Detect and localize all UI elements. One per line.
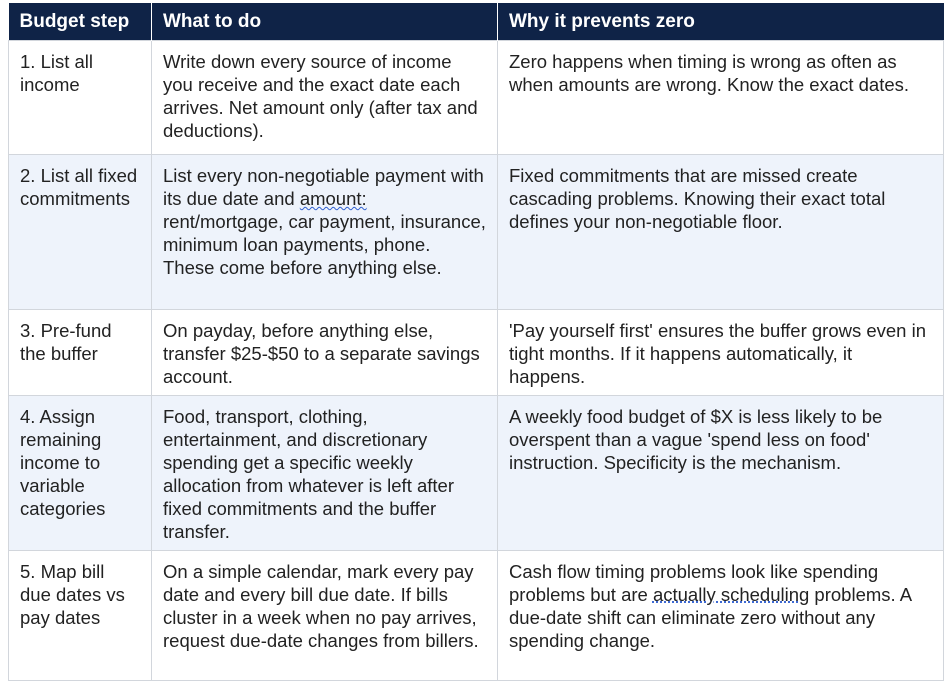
budget-steps-table [8, 3, 944, 681]
table-row [9, 155, 944, 310]
table-body [9, 41, 944, 681]
cell-why: Fixed commitments that are missed create cascading problems. Knowing their exact total defines your non-negotiable floor. [498, 155, 944, 310]
table-header [9, 3, 944, 41]
cell-what: On payday, before anything else, transfer $25-$50 to a separate savings account. [152, 310, 498, 396]
cell-why: Zero happens when timing is wrong as often as when amounts are wrong. Know the exact dates. [498, 41, 944, 155]
cell-why: 'Pay yourself first' ensures the buffer grows even in tight months. If it happens automatically, it happens. [498, 310, 944, 396]
cell-why-text: problems. A due-date shift can eliminate zero without any spending change. [509, 584, 912, 651]
cell-step: 2. List all fixed commitments [9, 155, 152, 310]
cell-step: 1. List all income [9, 41, 152, 155]
header-budget-step: Budget step [9, 3, 152, 41]
table-row [9, 41, 944, 155]
cell-what-text: rent/mortgage, car payment, insurance, minimum loan payments, phone. These come before anything else. [163, 211, 486, 278]
table-row [9, 396, 944, 551]
cell-what-text: List every non-negotiable payment with its due date and [163, 165, 484, 209]
cell-step: 5. Map bill due dates vs pay dates [9, 551, 152, 681]
table-row [9, 310, 944, 396]
header-what-to-do: What to do [152, 3, 498, 41]
table-row [9, 551, 944, 681]
cell-what: Food, transport, clothing, entertainment, and discretionary spending get a specific weekly allocation from whatever is left after fixed commitments and the buffer transfer. [152, 396, 498, 551]
cell-what [152, 155, 498, 310]
cell-why-text: Cash flow timing problems look like spending problems but are [509, 561, 879, 605]
budget-table-container [8, 3, 943, 681]
cell-step: 3. Pre-fund the buffer [9, 310, 152, 396]
cell-step: 4. Assign remaining income to variable categories [9, 396, 152, 551]
grammar-flag-amount[interactable]: amount: [299, 188, 367, 209]
header-row [9, 3, 944, 41]
cell-what: On a simple calendar, mark every pay date and every bill due date. If bills cluster in a week when no pay arrives, request due-date changes from billers. [152, 551, 498, 681]
cell-why [498, 551, 944, 681]
cell-why: A weekly food budget of $X is less likely to be overspent than a vague 'spend less on food' instruction. Specificity is the mechanism. [498, 396, 944, 551]
grammar-flag-actually-scheduling[interactable]: actually scheduling [652, 584, 810, 605]
cell-what: Write down every source of income you receive and the exact date each arrives. Net amount only (after tax and deductions). [152, 41, 498, 155]
header-why-prevents-zero: Why it prevents zero [498, 3, 944, 41]
